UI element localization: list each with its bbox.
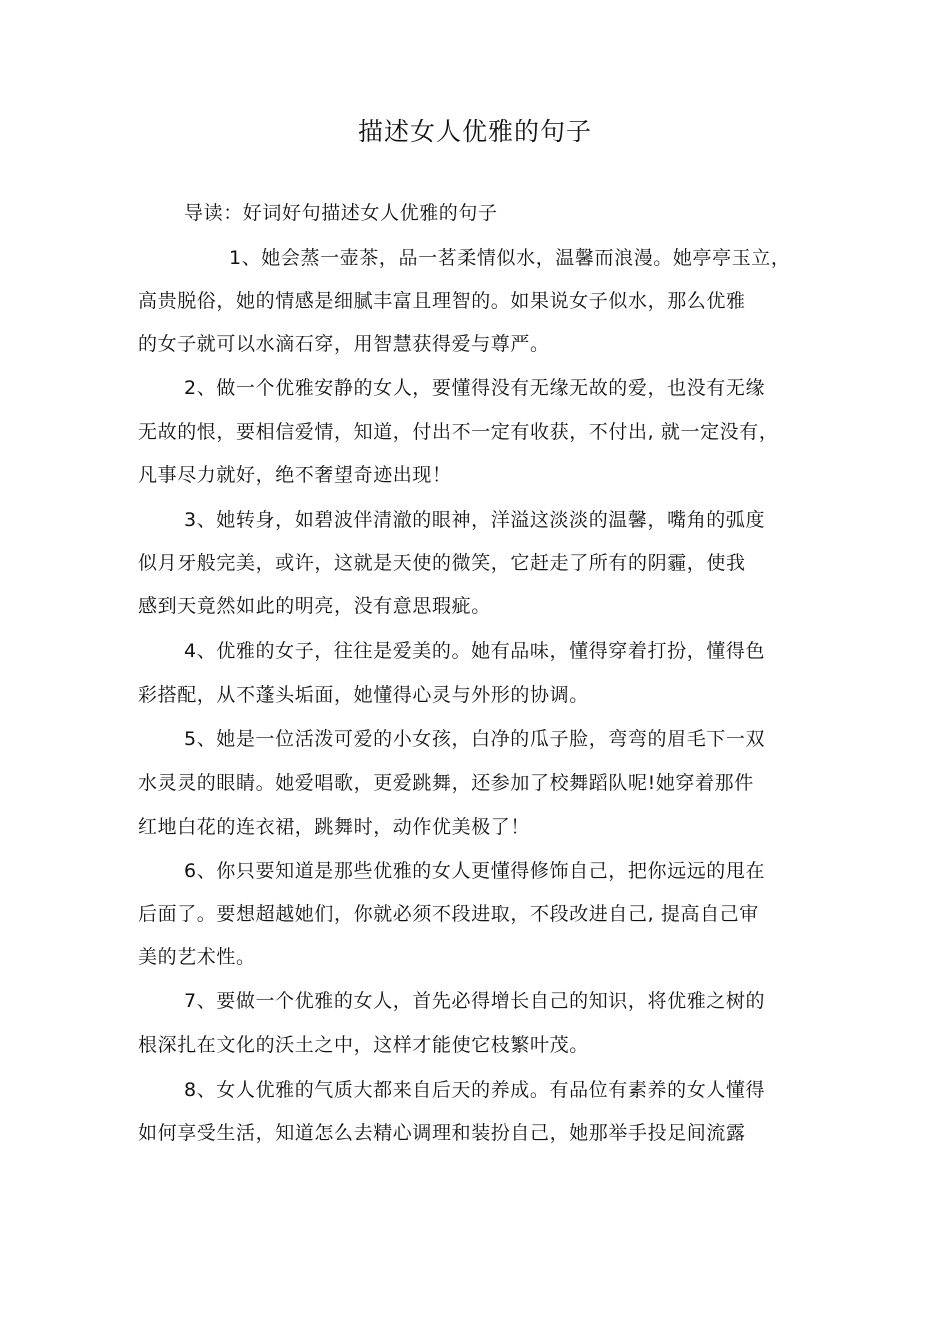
paragraph-line: 5、她是一位活泼可爱的小女孩，白净的瓜子脸，弯弯的眉毛下一双 <box>184 728 766 750</box>
paragraph-line: 4、优雅的女子，往往是爱美的。她有品味，懂得穿着打扮，懂得色 <box>184 640 766 662</box>
paragraph-line: 美的艺术性。 <box>138 946 256 968</box>
paragraph-line: 后面了。要想超越她们，你就必须不段进取，不段改进自己, 提高自己审 <box>138 903 759 925</box>
paragraph-line: 无故的恨，要相信爱情，知道，付出不一定有收获，不付出, 就一定没有， <box>138 421 779 443</box>
paragraph-line: 7、要做一个优雅的女人，首先必得增长自己的知识，将优雅之树的 <box>184 990 766 1012</box>
paragraph-line: 水灵灵的眼睛。她爱唱歌，更爱跳舞，还参加了校舞蹈队呢!她穿着那件 <box>138 772 754 794</box>
paragraph-line: 凡事尽力就好，绝不奢望奇迹出现！ <box>138 464 452 486</box>
paragraph-line: 1、她会蒸一壶茶，品一茗柔情似水，温馨而浪漫。她亭亭玉立， <box>229 247 791 269</box>
intro-text: 导读：好词好句描述女人优雅的句子 <box>184 202 498 224</box>
document-title: 描述女人优雅的句子 <box>357 117 592 146</box>
paragraph-line: 3、她转身，如碧波伴清澈的眼神，洋溢这淡淡的温馨，嘴角的弧度 <box>184 509 766 531</box>
paragraph-line: 2、做一个优雅安静的女人，要懂得没有无缘无故的爱，也没有无缘 <box>184 377 766 399</box>
paragraph-line: 红地白花的连衣裙，跳舞时，动作优美极了！ <box>138 816 531 838</box>
paragraph-line: 高贵脱俗，她的情感是细腻丰富且理智的。如果说女子似水，那么优雅 <box>138 290 746 312</box>
paragraph-line: 8、女人优雅的气质大都来自后天的养成。有品位有素养的女人懂得 <box>184 1079 766 1101</box>
paragraph-line: 彩搭配，从不蓬头垢面，她懂得心灵与外形的协调。 <box>138 684 589 706</box>
paragraph-line: 感到天竟然如此的明亮，没有意思瑕疵。 <box>138 595 491 617</box>
paragraph-line: 根深扎在文化的沃土之中，这样才能使它枝繁叶茂。 <box>138 1034 589 1056</box>
paragraph-line: 如何享受生活，知道怎么去精心调理和装扮自己，她那举手投足间流露 <box>138 1122 746 1144</box>
paragraph-line: 似月牙般完美，或许，这就是天使的微笑，它赶走了所有的阴霾，使我 <box>138 552 746 574</box>
paragraph-line: 6、你只要知道是那些优雅的女人更懂得修饰自己，把你远远的甩在 <box>184 860 766 882</box>
paragraph-line: 的女子就可以水滴石穿，用智慧获得爱与尊严。 <box>138 333 550 355</box>
